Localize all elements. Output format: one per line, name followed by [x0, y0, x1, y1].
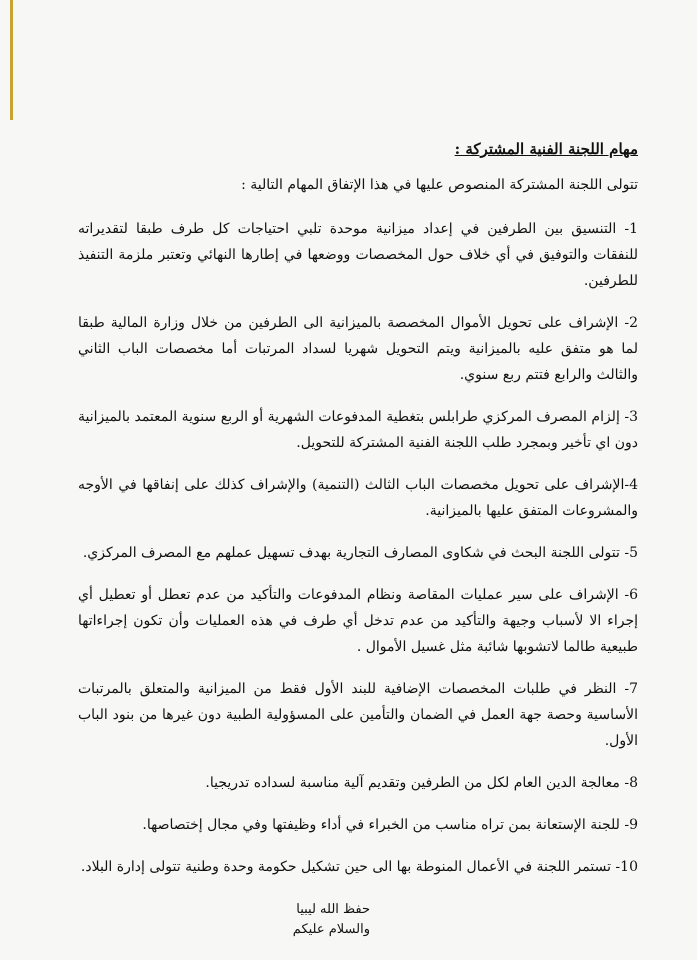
closing-block	[78, 900, 638, 940]
task-item-4: 4-الإشراف على تحويل مخصصات الباب الثالث (التنمية) والإشراف كذلك على إنفاقها في الأوجه والمشروعات المتفق عليها بالميزانية.	[78, 477, 638, 519]
task-item-7: 7- النظر في طلبات المخصصات الإضافية للبند الأول فقط من الميزانية والمتعلق بالمرتبات الأساسية وحصة جهة العمل في الضمان والتأمين على المسؤولية الطبية دون غيرها من بنود الباب الأول.	[78, 681, 638, 749]
task-item-6: 6- الإشراف على سير عمليات المقاصة ونظام المدفوعات والتأكيد من عدم تعطل أو تعطيل أي إجراء الا لأسباب وجيهة والتأكيد من عدم تدخل أي طرف في هذه العمليات وأن تكون إجراءاتها طبيعية طالما لاتشوبها شائبة مثل غسيل الأموال .	[78, 587, 638, 655]
task-item-10: 10- تستمر اللجنة في الأعمال المنوطة بها الى حين تشكيل حكومة وحدة وطنية تتولى إدارة البلاد.	[80, 859, 638, 875]
intro-paragraph: تتولى اللجنة المشتركة المنصوص عليها في هذا الإتفاق المهام التالية :	[241, 177, 638, 193]
task-item-8: 8- معالجة الدين العام لكل من الطرفين وتقديم آلية مناسبة لسداده تدريجيا.	[205, 775, 638, 791]
closing-line-1: حفظ الله ليبيا	[296, 902, 370, 917]
document-body	[78, 138, 638, 940]
task-item-9: 9- للجنة الإستعانة بمن تراه مناسب من الخبراء في أداء وظيفتها وفي مجال إختصاصها.	[142, 817, 638, 833]
closing-line-2: والسلام عليكم	[292, 922, 370, 937]
task-item-3: 3- إلزام المصرف المركزي طرابلس بتغطية المدفوعات الشهرية أو الربع سنوية المعتمد بالميزانية دون اي تأخير وبمجرد طلب اللجنة الفنية المشتركة للتحويل.	[78, 409, 638, 451]
section-heading: مهام اللجنة الفنية المشتركة :	[454, 140, 638, 158]
task-item-5: 5- تتولى اللجنة البحث في شكاوى المصارف التجارية بهدف تسهيل عملهم مع المصرف المركزي.	[82, 545, 638, 561]
task-item-1: 1- التنسيق بين الطرفين في إعداد ميزانية موحدة تلبي احتياجات كل طرف طبقا لتقديراته للنفقات والتوفيق في أي خلاف حول المخصصات ووضعها في إطارها النهائي وتعتبر ملزمة التنفيذ للطرفين.	[78, 221, 638, 289]
binder-edge-line	[10, 0, 13, 120]
task-item-2: 2- الإشراف على تحويل الأموال المخصصة بالميزانية الى الطرفين من خلال وزارة المالية طبقا لما هو متفق عليه بالميزانية ويتم التحويل شهريا لسداد المرتبات أما مخصصات الباب الثاني والثالث والرابع فتتم ربع سنوي.	[78, 315, 638, 383]
